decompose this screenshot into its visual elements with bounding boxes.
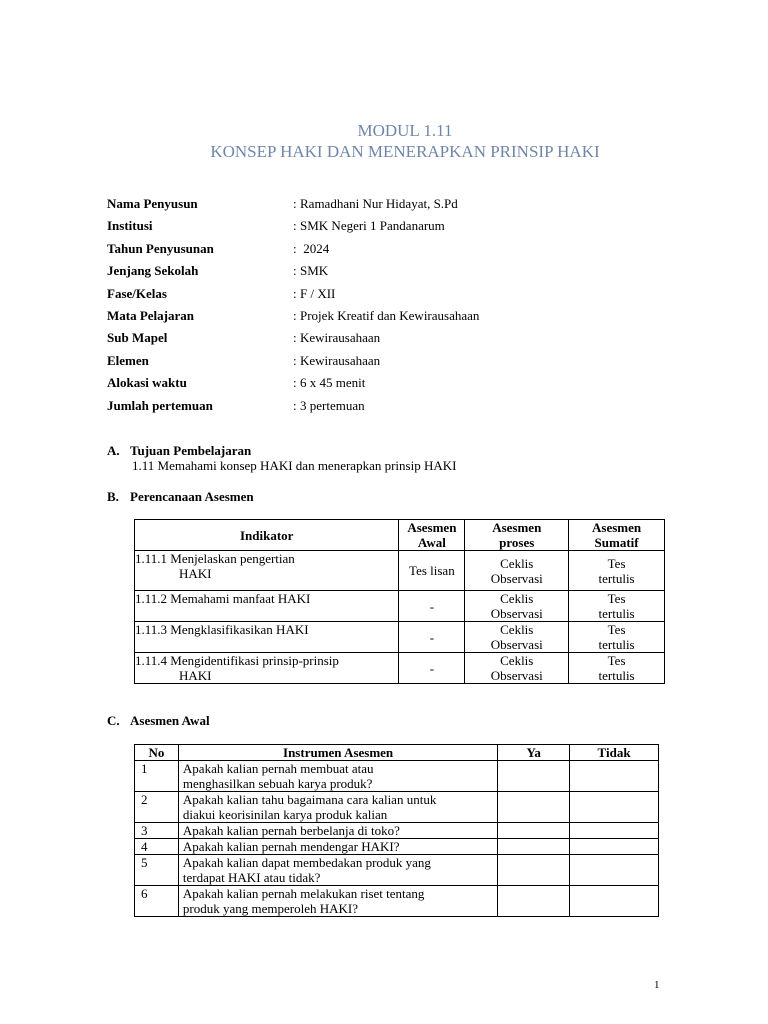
tidak-checkbox-cell[interactable] (570, 823, 659, 839)
info-label: Tahun Penyusunan (107, 240, 214, 256)
awal-cell: - (399, 653, 465, 684)
info-colon: : (293, 307, 297, 323)
module-title: KONSEP HAKI DAN MENERAPKAN PRINSIP HAKI (210, 142, 600, 161)
sumatif-cell: Tes tertulis (569, 622, 665, 653)
section-b-title: Perencanaan Asesmen (130, 489, 254, 504)
row-number: 4 (135, 839, 179, 855)
info-colon: : (293, 375, 297, 391)
table-row (135, 792, 659, 823)
awal-cell: - (399, 591, 465, 622)
info-value: 3 pertemuan (300, 397, 365, 413)
ya-checkbox-cell[interactable] (498, 761, 570, 792)
sumatif-cell: Tes tertulis (569, 591, 665, 622)
info-colon: : (293, 196, 297, 211)
tidak-checkbox-cell[interactable] (570, 886, 659, 917)
info-colon: : (293, 218, 297, 234)
ya-checkbox-cell[interactable] (498, 886, 570, 917)
header-asesmen-sumatif: Asesmen Sumatif (569, 520, 665, 551)
question-cell: Apakah kalian tahu bagaimana cara kalian untuk diakui keorisinilan karya produk kalian (178, 792, 497, 823)
header-ya: Ya (498, 745, 570, 761)
awal-cell: - (399, 622, 465, 653)
page-number: 1 (654, 979, 660, 991)
question-cell: Apakah kalian pernah melakukan riset tentang produk yang memperoleh HAKI? (178, 886, 497, 917)
table-row (135, 551, 665, 591)
table-row (135, 622, 665, 653)
info-label: Sub Mapel (107, 330, 168, 346)
row-number: 1 (135, 761, 179, 792)
info-label: Jenjang Sekolah (107, 263, 199, 279)
question-cell: Apakah kalian pernah berbelanja di toko? (178, 823, 497, 839)
indicator-cell: 1.11.4 Mengidentifikasi prinsip-prinsip HAKI (135, 653, 399, 684)
initial-assessment-table (134, 744, 659, 917)
header-indikator: Indikator (135, 520, 399, 551)
row-number: 5 (135, 855, 179, 886)
ya-checkbox-cell[interactable] (498, 792, 570, 823)
info-colon: : (293, 330, 297, 346)
tidak-checkbox-cell[interactable] (570, 855, 659, 886)
info-label: Mata Pelajaran (107, 307, 195, 323)
header-tidak: Tidak (570, 745, 659, 761)
section-b-heading (107, 489, 254, 505)
section-a-heading (107, 443, 251, 459)
sumatif-cell: Tes tertulis (569, 551, 665, 591)
indicator-cell: 1.11.1 Menjelaskan pengertian HAKI (135, 551, 399, 591)
info-colon: : (293, 240, 297, 256)
proses-cell: Ceklis Observasi (465, 622, 569, 653)
info-value: Kewirausahaan (300, 352, 381, 368)
table-row (135, 886, 659, 917)
question-cell: Apakah kalian pernah mendengar HAKI? (178, 839, 497, 855)
ya-checkbox-cell[interactable] (498, 839, 570, 855)
table-row (135, 823, 659, 839)
section-a-title: Tujuan Pembelajaran (130, 443, 252, 458)
section-b-letter: B. (107, 489, 119, 504)
info-label: Jumlah pertemuan (107, 397, 213, 413)
info-value: 2024 (300, 240, 330, 256)
info-colon: : (293, 352, 297, 368)
module-number: MODUL 1.11 (357, 121, 453, 140)
question-cell: Apakah kalian dapat membedakan produk yang terdapat HAKI atau tidak? (178, 855, 497, 886)
table-row (135, 591, 665, 622)
table-row (135, 653, 665, 684)
info-label: Nama Penyusun (107, 196, 198, 211)
ya-checkbox-cell[interactable] (498, 823, 570, 839)
indicator-cell: 1.11.2 Memahami manfaat HAKI (135, 591, 399, 622)
row-number: 3 (135, 823, 179, 839)
section-c-heading (107, 713, 210, 729)
info-label: Fase/Kelas (107, 285, 167, 301)
info-label: Alokasi waktu (107, 375, 187, 391)
info-label: Elemen (107, 352, 149, 368)
header-asesmen-proses: Asesmen proses (465, 520, 569, 551)
info-value: 6 x 45 menit (300, 375, 366, 391)
info-value: Projek Kreatif dan Kewirausahaan (300, 307, 480, 323)
assessment-plan-table (134, 519, 665, 684)
section-a-letter: A. (107, 443, 120, 458)
section-c-title: Asesmen Awal (130, 713, 210, 728)
info-label: Institusi (107, 218, 153, 234)
table-row (135, 839, 659, 855)
table-row (135, 855, 659, 886)
proses-cell: Ceklis Observasi (465, 591, 569, 622)
tidak-checkbox-cell[interactable] (570, 839, 659, 855)
awal-cell: Tes lisan (399, 551, 465, 591)
tidak-checkbox-cell[interactable] (570, 761, 659, 792)
section-c-letter: C. (107, 713, 120, 728)
info-colon: : (293, 397, 297, 413)
info-colon: : (293, 285, 297, 301)
header-asesmen-awal: Asesmen Awal (399, 520, 465, 551)
table-row (135, 761, 659, 792)
tidak-checkbox-cell[interactable] (570, 792, 659, 823)
proses-cell: Ceklis Observasi (465, 551, 569, 591)
header-instrumen: Instrumen Asesmen (178, 745, 497, 761)
info-value: F / XII (300, 285, 336, 301)
indicator-cell: 1.11.3 Mengklasifikasikan HAKI (135, 622, 399, 653)
sumatif-cell: Tes tertulis (569, 653, 665, 684)
table-header-row (135, 520, 665, 551)
info-value: Kewirausahaan (300, 330, 381, 346)
row-number: 2 (135, 792, 179, 823)
learning-objective: 1.11 Memahami konsep HAKI dan menerapkan prinsip HAKI (132, 458, 457, 473)
info-colon: : (293, 263, 297, 279)
ya-checkbox-cell[interactable] (498, 855, 570, 886)
info-value: SMK Negeri 1 Pandanarum (300, 218, 445, 234)
row-number: 6 (135, 886, 179, 917)
info-value: SMK (300, 263, 329, 279)
info-value: Ramadhani Nur Hidayat, S.Pd (300, 196, 458, 211)
header-no: No (135, 745, 179, 761)
proses-cell: Ceklis Observasi (465, 653, 569, 684)
question-cell: Apakah kalian pernah membuat atau menghasilkan sebuah karya produk? (178, 761, 497, 792)
table-header-row (135, 745, 659, 761)
